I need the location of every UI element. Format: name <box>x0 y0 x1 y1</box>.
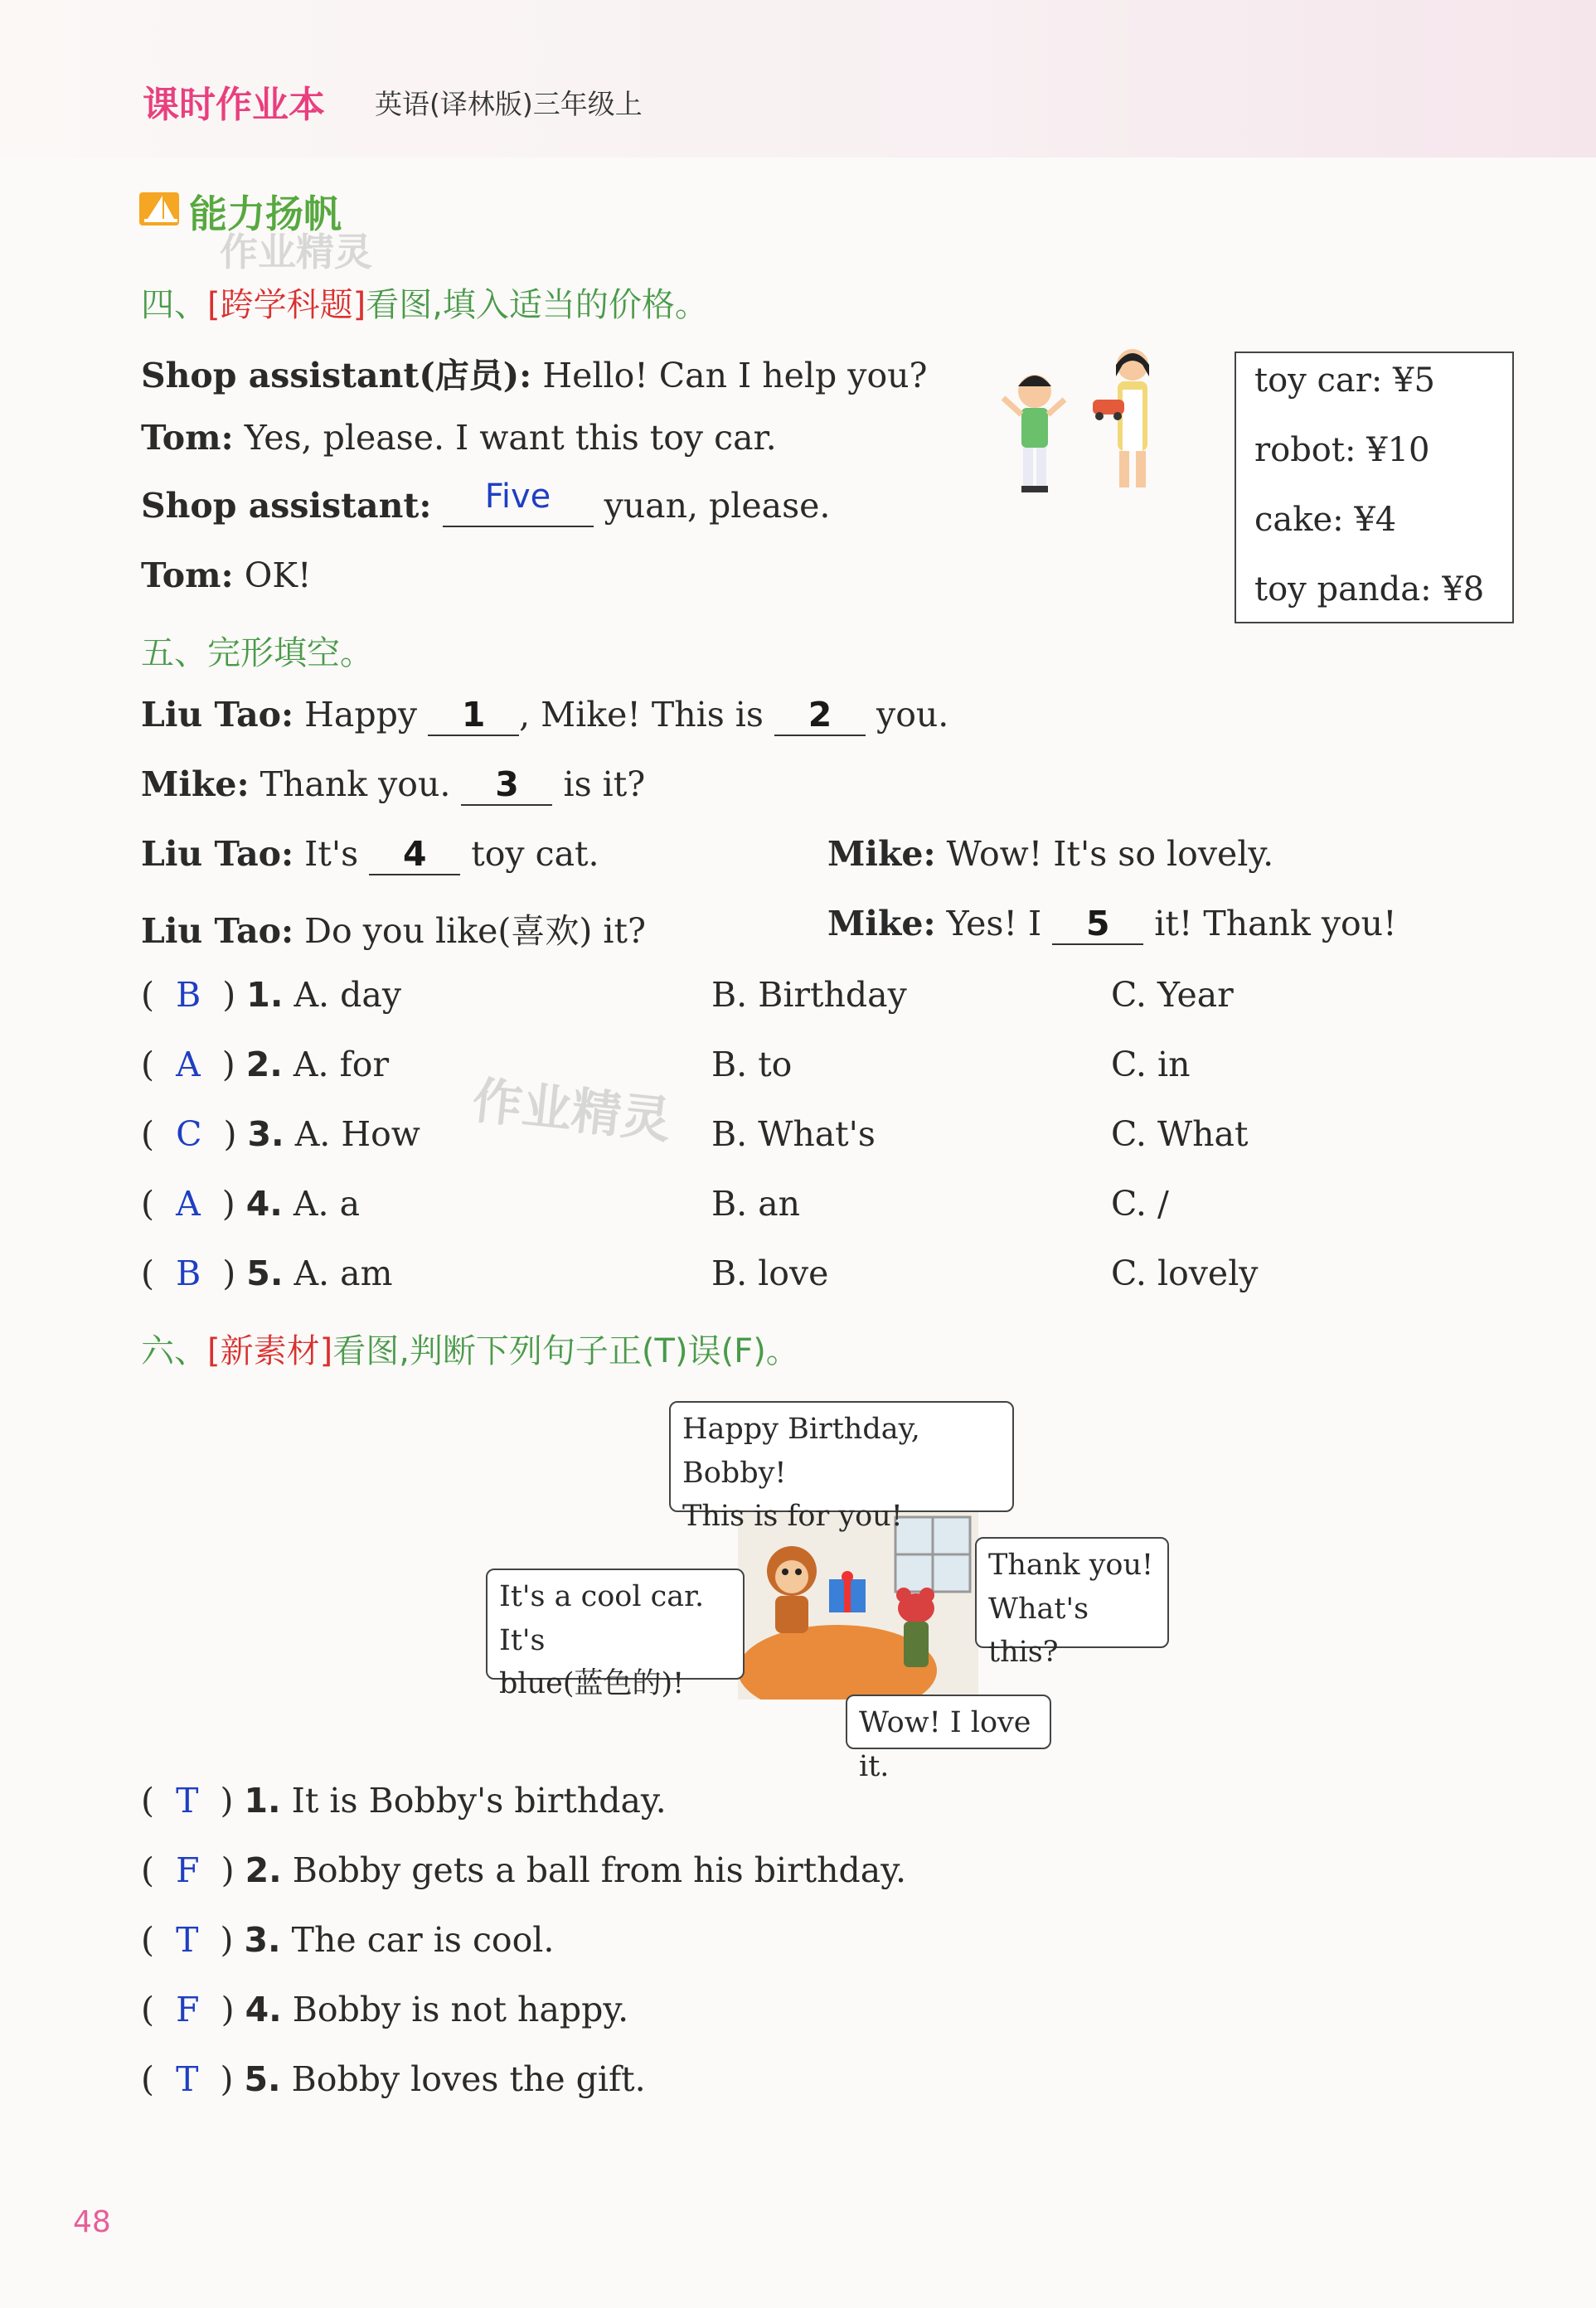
blank-number: 1 <box>461 695 486 735</box>
option-row-3: ( C ) 3. A. How <box>141 1114 420 1154</box>
bubble-text: Happy Birthday, Bobby! <box>682 1413 920 1490</box>
line-text: OK! <box>244 555 312 595</box>
q5-dialogue-5 <box>141 904 646 953</box>
blank-2 <box>774 695 866 736</box>
book-brand: 课时作业本 <box>143 84 325 126</box>
speech-bubble-right <box>975 1537 1169 1669</box>
judgment-row-1: ( T ) 1. It is Bobby's birthday. <box>141 1781 667 1821</box>
item-number: 5. <box>244 2059 281 2099</box>
q4-line-4 <box>141 555 311 595</box>
blank-number: 3 <box>495 764 519 804</box>
speech-bubble-top <box>669 1401 1014 1533</box>
option-c: C. What <box>1111 1114 1249 1154</box>
q6-tag: [新素材] <box>207 1332 333 1370</box>
option-c: C. Year <box>1111 975 1234 1015</box>
speaker: Shop assistant: <box>141 486 432 526</box>
item-number: 3. <box>244 1920 281 1960</box>
q5-dialogue-3 <box>141 834 599 875</box>
item-text: The car is cool. <box>291 1920 555 1960</box>
option-number: 4. <box>245 1184 283 1224</box>
bubble-text: Thank you! <box>988 1549 1154 1582</box>
speech-bubble-left <box>486 1569 745 1700</box>
q6-instruction: 看图,判断下列句子正(T)误(F)。 <box>332 1332 799 1370</box>
line-text: Thank you. <box>260 764 451 804</box>
item-text: Bobby is not happy. <box>292 1990 629 2029</box>
blank-1 <box>428 695 519 736</box>
speaker: Liu Tao: <box>141 834 294 874</box>
tf-answer: F <box>176 1990 200 2029</box>
speaker: Mike: <box>827 904 936 943</box>
q4-line-1 <box>141 348 928 397</box>
item-number: 2. <box>245 1850 282 1890</box>
option-c: C. / <box>1111 1184 1169 1224</box>
shop-illustration <box>987 340 1186 506</box>
choice-answer: A <box>176 1045 201 1084</box>
judgment-row-4: ( F ) 4. Bobby is not happy. <box>141 1990 629 2029</box>
speech-bubble-bottom <box>846 1695 1051 1783</box>
line-text: is it? <box>563 764 646 804</box>
blank-4 <box>369 834 460 875</box>
option-b: B. an <box>711 1184 801 1224</box>
judgment-row-2: ( F ) 2. Bobby gets a ball from his birthday. <box>141 1850 906 1890</box>
option-row-4: ( A ) 4. A. a <box>141 1184 361 1224</box>
judgment-row-3: ( T ) 3. The car is cool. <box>141 1920 555 1960</box>
page-number: 48 <box>73 2205 111 2239</box>
option-a: A. a <box>293 1184 361 1224</box>
line-text: it! Thank you! <box>1154 904 1397 943</box>
speaker: Mike: <box>827 834 936 874</box>
line-text: Hello! Can I help you? <box>542 356 928 395</box>
option-number: 2. <box>245 1045 283 1084</box>
option-b: B. Birthday <box>711 975 907 1015</box>
q5-dialogue-1 <box>141 695 948 736</box>
answer-text: Five <box>484 478 551 516</box>
tf-answer: F <box>176 1850 200 1890</box>
line-text: Do you like(喜欢) it? <box>304 911 646 951</box>
option-row-1: ( B ) 1. A. day <box>141 975 401 1015</box>
blank-number: 2 <box>808 695 832 735</box>
option-row-2: ( A ) 2. A. for <box>141 1045 390 1084</box>
q5-dialogue-2 <box>141 764 645 806</box>
price-item: toy car: ¥5 <box>1254 361 1435 400</box>
bubble-text: Wow! I love it. <box>859 1706 1031 1783</box>
line-text: , Mike! This is <box>519 695 764 735</box>
q5-dialogue-6 <box>827 904 1397 945</box>
price-list-box <box>1235 352 1514 623</box>
tf-answer: T <box>176 2059 199 2099</box>
blank-3 <box>461 764 552 806</box>
book-subtitle: 英语(译林版)三年级上 <box>375 88 643 120</box>
bubble-text: It's a cool car. It's <box>499 1580 705 1657</box>
q4-number: 四、 <box>141 286 207 324</box>
line-text: Wow! It's so lovely. <box>946 834 1274 874</box>
speaker: Tom: <box>141 555 234 595</box>
option-number: 3. <box>247 1114 284 1154</box>
option-a: A. for <box>293 1045 390 1084</box>
choice-answer: C <box>176 1114 202 1154</box>
option-b: B. to <box>711 1045 793 1084</box>
option-c: C. in <box>1111 1045 1191 1084</box>
price-item: cake: ¥4 <box>1254 501 1397 539</box>
q4-line-2 <box>141 418 777 458</box>
speaker: Mike: <box>141 764 250 804</box>
price-item: toy panda: ¥8 <box>1254 570 1485 609</box>
bubble-text: What's this? <box>988 1592 1089 1669</box>
choice-answer: A <box>176 1184 201 1224</box>
speaker: Liu Tao: <box>141 911 294 951</box>
q6-number: 六、 <box>141 1332 207 1370</box>
choice-answer: B <box>176 1253 201 1293</box>
choice-answer: B <box>176 975 201 1015</box>
item-text: Bobby gets a ball from his birthday. <box>292 1850 906 1890</box>
q5-heading: 五、完形填空。 <box>141 634 373 672</box>
option-b: B. What's <box>711 1114 876 1154</box>
q4-instruction: 看图,填入适当的价格。 <box>366 286 708 324</box>
q4-tag: [跨学科题] <box>207 286 366 324</box>
bubble-text: This is for you! <box>682 1500 903 1533</box>
watermark: 作业精灵 <box>220 230 372 274</box>
bubble-text: blue(蓝色的)! <box>499 1667 685 1700</box>
q4-heading <box>141 279 708 326</box>
line-text: Happy <box>304 695 418 735</box>
blank-5 <box>1052 904 1143 945</box>
line-text: toy cat. <box>471 834 599 874</box>
option-a: A. am <box>293 1253 393 1293</box>
line-text: It's <box>304 834 359 874</box>
q5-dialogue-4 <box>827 834 1273 874</box>
blank-number: 5 <box>1085 904 1110 943</box>
watermark: 作业精灵 <box>469 1071 674 1151</box>
speaker: Liu Tao: <box>141 695 294 735</box>
sail-icon <box>139 189 182 227</box>
option-a: A. day <box>293 975 401 1015</box>
option-c: C. lovely <box>1111 1253 1259 1293</box>
answer-blank <box>443 478 594 527</box>
q4-line-3 <box>141 478 831 527</box>
judgment-row-5: ( T ) 5. Bobby loves the gift. <box>141 2059 646 2099</box>
line-text: you. <box>876 695 949 735</box>
item-number: 1. <box>244 1781 281 1821</box>
item-number: 4. <box>245 1990 282 2029</box>
blank-number: 4 <box>402 834 427 874</box>
option-number: 5. <box>246 1253 284 1293</box>
option-b: B. love <box>711 1253 829 1293</box>
option-number: 1. <box>246 975 284 1015</box>
line-text: Yes, please. I want this toy car. <box>244 418 777 458</box>
line-text: Yes! I <box>946 904 1042 943</box>
price-item: robot: ¥10 <box>1254 431 1430 469</box>
item-text: It is Bobby's birthday. <box>291 1781 667 1821</box>
tf-answer: T <box>176 1920 199 1960</box>
section-title: 能力扬帆 <box>189 192 342 236</box>
item-text: Bobby loves the gift. <box>291 2059 646 2099</box>
tf-answer: T <box>176 1781 199 1821</box>
q6-heading <box>141 1325 799 1372</box>
speaker: Shop assistant(店员): <box>141 356 532 395</box>
option-a: A. How <box>294 1114 420 1154</box>
line-text: yuan, please. <box>604 486 831 526</box>
option-row-5: ( B ) 5. A. am <box>141 1253 393 1293</box>
speaker: Tom: <box>141 418 234 458</box>
